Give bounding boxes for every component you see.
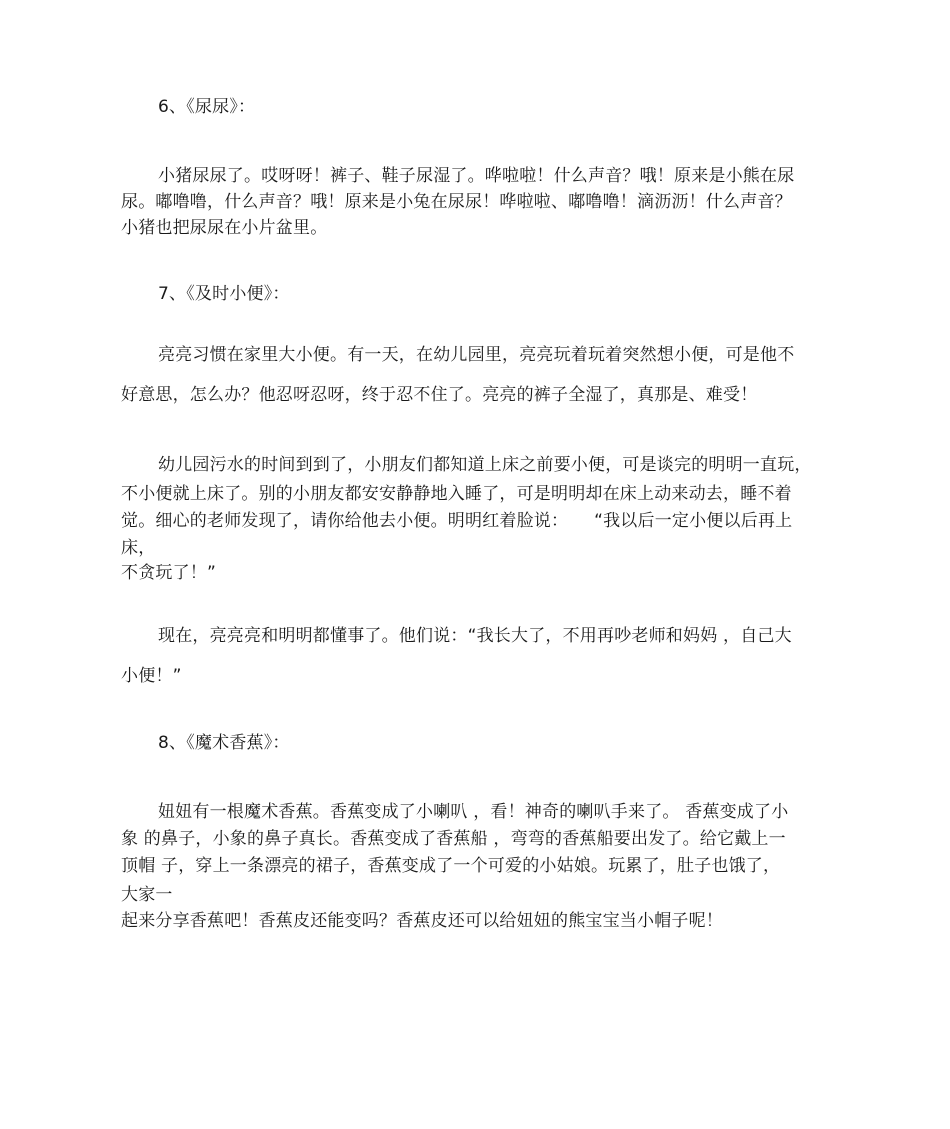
paragraph-line: 现在，亮亮亮和明明都懂事了。他们说：“我长大了，不用再吵老师和妈妈 ，自己大 <box>158 626 792 646</box>
paragraph-line: 小便！” <box>121 666 182 686</box>
paragraph-line: 尿。嘟噜噜，什么声音？哦！原来是小兔在尿尿！哗啦啦、嘟噜噜！滴沥沥！什么声音？ <box>121 192 792 212</box>
paragraph-line: 小猪尿尿了。哎呀呀！裤子、鞋子尿湿了。哗啦啦！什么声音？哦！原来是小熊在尿 <box>158 166 795 186</box>
paragraph-line: 象 的鼻子，小象的鼻子真长。香蕉变成了香蕉船 ，弯弯的香蕉船要出发了。给它戴上一 <box>121 829 786 849</box>
paragraph-line: 小猪也把尿尿在小片盆里。 <box>121 218 328 238</box>
section-heading: 7、《及时小便》： <box>158 284 290 304</box>
section-heading: 8、《魔术香蕉》： <box>158 733 290 753</box>
paragraph-line: 床， <box>121 538 156 558</box>
paragraph-line: 好意思，怎么办？他忍呀忍呀，终于忍不住了。亮亮的裤子全湿了，真那是、难受！ <box>121 385 758 405</box>
paragraph-line: 觉。细心的老师发现了，请你给他去小便。明明红着脸说： “我以后一定小便以后再上 <box>121 511 793 531</box>
paragraph-line: 妞妞有一根魔术香蕉。香蕉变成了小喇叭 ，看！神奇的喇叭手来了。 香蕉变成了小 <box>158 802 789 822</box>
paragraph-line: 顶帽 子，穿上一条漂亮的裙子，香蕉变成了一个可爱的小姑娘。玩累了，肚子也饿了， <box>121 856 781 876</box>
section-heading: 6、《尿尿》： <box>158 97 256 117</box>
paragraph-line: 不贪玩了！” <box>121 563 217 583</box>
paragraph-line: 不小便就上床了。别的小朋友都安安静静地入睡了，可是明明却在床上动来动去，睡不着 <box>121 484 792 504</box>
paragraph-line: 幼儿园污水的时间到到了，小朋友们都知道上床之前要小便，可是谈完的明明一直玩， <box>158 455 812 475</box>
paragraph-line: 亮亮习惯在家里大小便。有一天，在幼儿园里，亮亮玩着玩着突然想小便，可是他不 <box>158 345 795 365</box>
paragraph-line: 大家一 <box>121 885 173 905</box>
paragraph-line: 起来分享香蕉吧！香蕉皮还能变吗？香蕉皮还可以给妞妞的熊宝宝当小帽子呢！ <box>121 911 723 931</box>
